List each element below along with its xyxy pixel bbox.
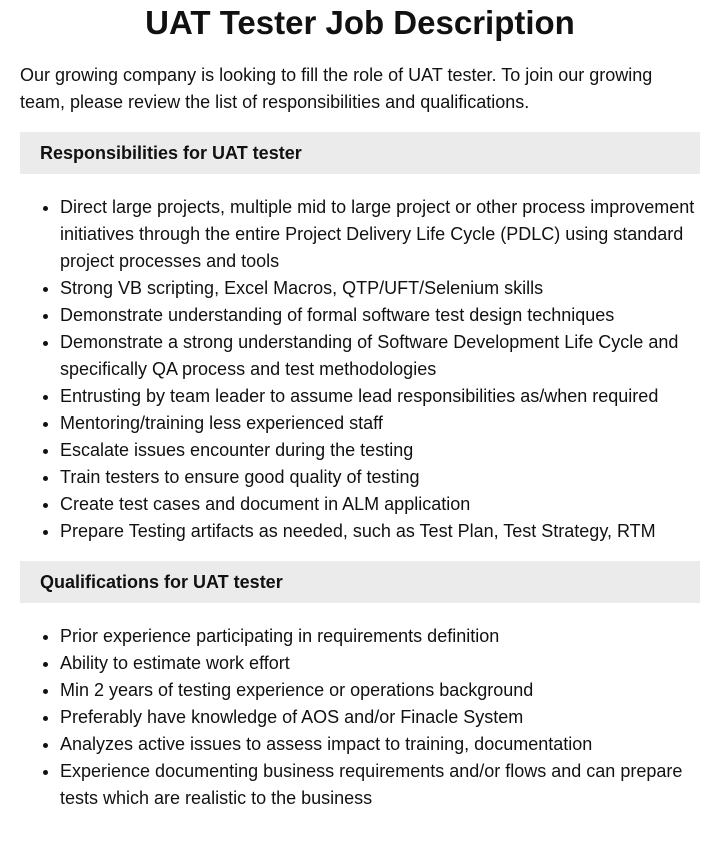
responsibilities-list (20, 194, 700, 545)
qualifications-list (20, 623, 700, 812)
list-item: • Create test cases and document in ALM application (60, 491, 700, 518)
list-item: • Preferably have knowledge of AOS and/or Finacle System (60, 704, 700, 731)
list-item: • Ability to estimate work effort (60, 650, 700, 677)
list-item: • Prepare Testing artifacts as needed, such as Test Plan, Test Strategy, RTM (60, 518, 700, 545)
list-item: • Demonstrate a strong understanding of Software Development Life Cycle and specifically QA process and test methodologies (60, 329, 700, 383)
page-title: UAT Tester Job Description (145, 4, 575, 41)
list-item: • Demonstrate understanding of formal software test design techniques (60, 302, 700, 329)
list-item: • Train testers to ensure good quality of testing (60, 464, 700, 491)
list-item: • Experience documenting business requirements and/or flows and can prepare tests which are realistic to the business (60, 758, 700, 812)
responsibilities-heading: Responsibilities for UAT tester (20, 132, 700, 174)
list-item: • Strong VB scripting, Excel Macros, QTP/UFT/Selenium skills (60, 275, 700, 302)
intro-text: Our growing company is looking to fill the role of UAT tester. To join our growing team, please review the list of responsibilities and qualifications. (20, 65, 653, 112)
qualifications-heading: Qualifications for UAT tester (20, 561, 700, 603)
list-item: • Entrusting by team leader to assume lead responsibilities as/when required (60, 383, 700, 410)
list-item: • Mentoring/training less experienced staff (60, 410, 700, 437)
list-item: • Prior experience participating in requirements definition (60, 623, 700, 650)
list-item: • Escalate issues encounter during the testing (60, 437, 700, 464)
list-item: • Direct large projects, multiple mid to large project or other process improvement initiatives through the entire Project Delivery Life Cycle (PDLC) using standard project processes and tools (60, 194, 700, 275)
list-item: • Analyzes active issues to assess impact to training, documentation (60, 731, 700, 758)
list-item: • Min 2 years of testing experience or operations background (60, 677, 700, 704)
